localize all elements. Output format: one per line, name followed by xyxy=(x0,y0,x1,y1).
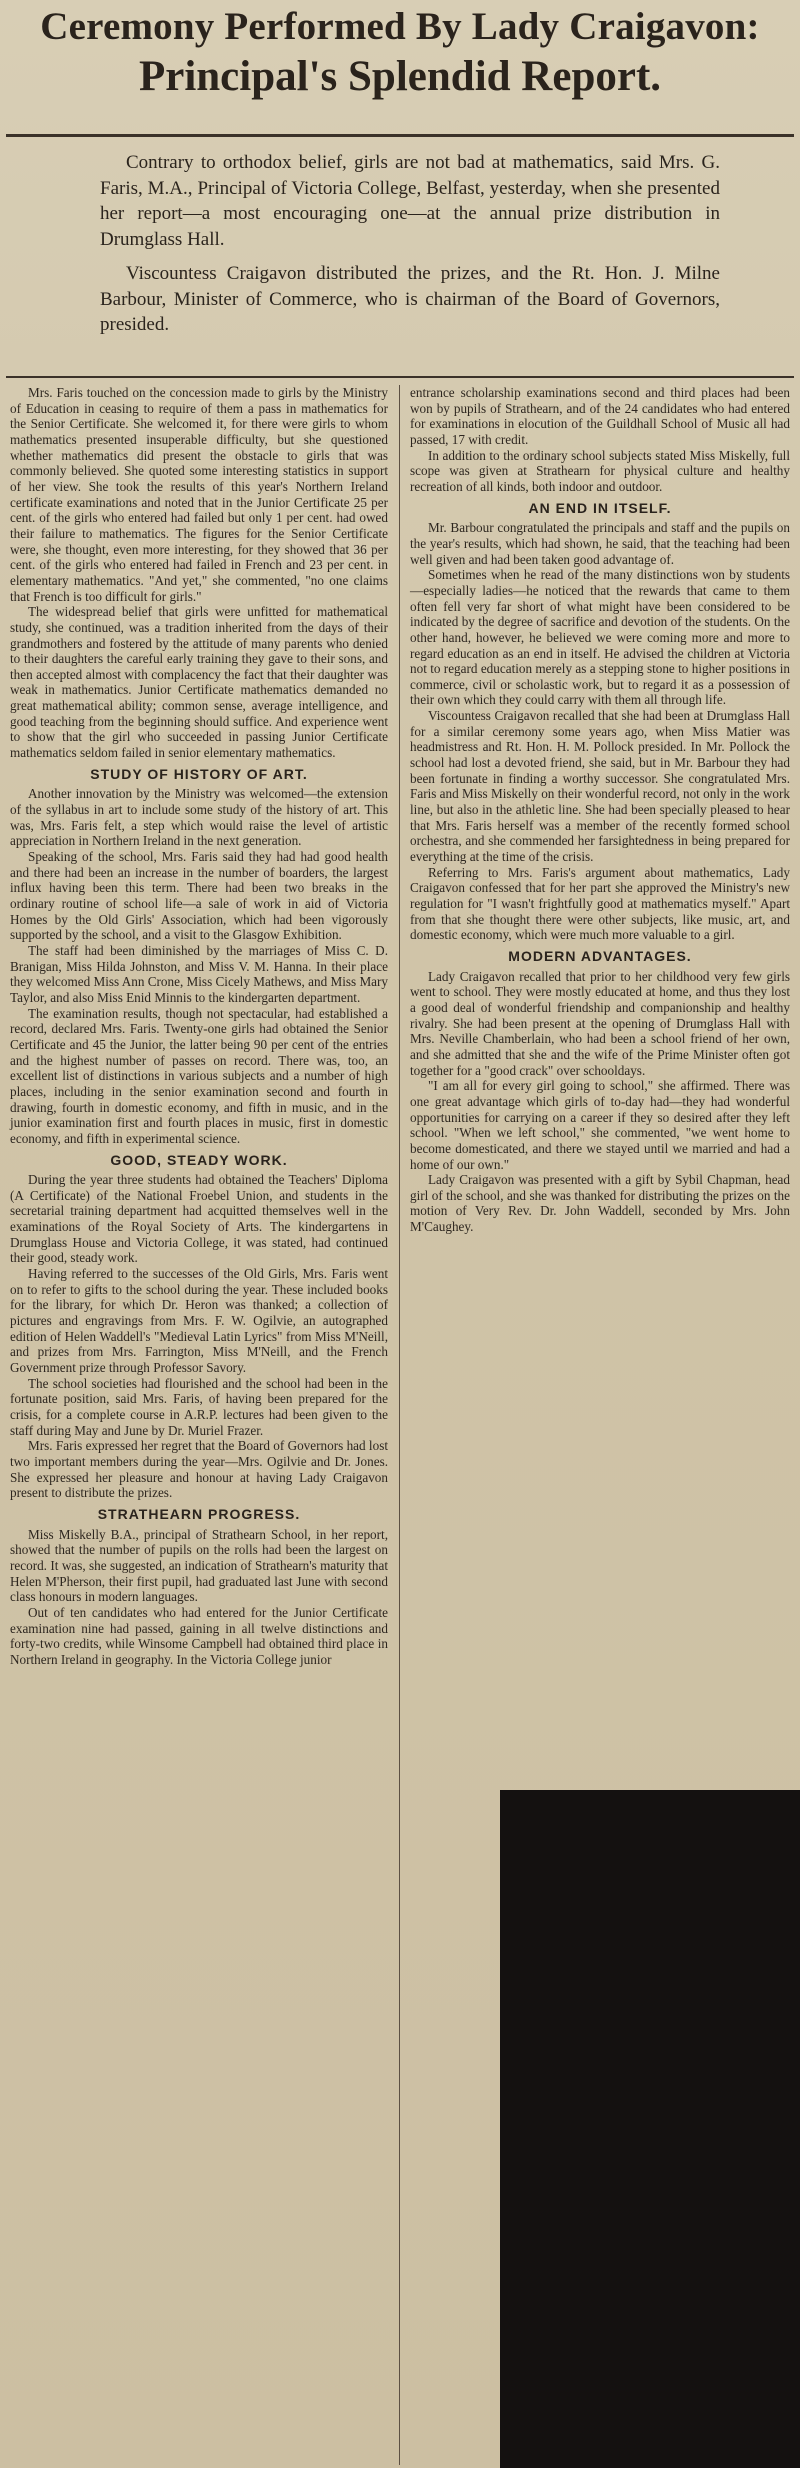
paragraph: Referring to Mrs. Faris's argument about mathematics, Lady Craigavon confessed that for her part she approved the Ministry's new regulation for "I wasn't frightfully good at mathematics myself." Apart from that she thought there were other subjects, like music, art, and domestic economy, which were much more valuable to a girl. xyxy=(410,864,790,943)
paragraph: Sometimes when he read of the many distinctions won by students—especially ladies—he noticed that the rewards that came to them often fell very far short of what might have been considered to be indicated by the degree of sacrifice and devotion of the students. On the other hand, however, he believed we were coming more and more to regard education as an end in itself. He advised the children at Victoria not to regard education merely as a stepping stone to higher positions in commerce, civil or scholastic work, but to regard it as a possession of their own which they could carry with them all through life. xyxy=(410,567,790,708)
column-divider xyxy=(399,385,400,2465)
headline xyxy=(10,6,790,101)
headline-line-1: Ceremony Performed By Lady Craigavon: xyxy=(40,5,760,48)
paragraph: During the year three students had obtained the Teachers' Diploma (A Certificate) of the National Froebel Union, and students in the secretarial training department had acquitted themselves well in the examinations of the Royal Society of Arts. The kindergartens in Drumglass House and Victoria College, it was stated, had continued their good, steady work. xyxy=(10,1172,388,1266)
subheading: MODERN ADVANTAGES. xyxy=(508,947,692,964)
paragraph: The widespread belief that girls were unfitted for mathematical study, she continued, was a tradition inherited from the days of their grandmothers and fostered by the attitude of many parents who denied to their daughters the careful early training they gave to their sons, and then accepted almost with complacency the fact that their daughter was weak in mathematics. Junior Certificate mathematics demanded no great mathematical ability; common sense, average intelligence, and good teaching from the beginning should suffice. And experience went to show that the girl who succeeded in passing Junior Certificate mathematics seldom failed in senior elementary mathematics. xyxy=(10,604,388,761)
intro-paragraph: Contrary to orthodox belief, girls are not bad at mathematics, said Mrs. G. Faris, M.A., Principal of Victoria College, Belfast, yesterday, when she presented her report—a most encouraging one—at the annual prize distribution in Drumglass Hall. xyxy=(100,152,720,250)
subheading: STUDY OF HISTORY OF ART. xyxy=(90,765,308,782)
paragraph: Speaking of the school, Mrs. Faris said they had had good health and there had been an increase in the number of boarders, the largest influx having been this term. There had been two breaks in the ordinary routine of school life—a sale of work in aid of Victoria Homes by the Old Girls' Association, which had been vigorously supported by the school, and a visit to the Glasgow Exhibition. xyxy=(10,849,388,943)
paragraph: The staff had been diminished by the marriages of Miss C. D. Branigan, Miss Hilda Johnston, and Miss V. M. Hanna. In their place they welcomed Miss Ann Crone, Miss Cicely Mathews, and Miss Mary Taylor, and also Miss Enid Minnis to the kindergarten department. xyxy=(10,942,389,1005)
divider-rule xyxy=(6,134,794,137)
paragraph: Mr. Barbour congratulated the principals and staff and the pupils on the year's results, which had shown, he said, that the teaching had been well given and had been taken good advantage of. xyxy=(410,520,790,567)
article-column-right xyxy=(410,385,790,1235)
paragraph: Another innovation by the Ministry was welcomed—the extension of the syllabus in art to include some study of the history of art. This was, Mrs. Faris felt, a step which would raise the level of artistic appreciation in Northern Ireland in the next generation. xyxy=(10,786,388,849)
subheading: GOOD, STEADY WORK. xyxy=(110,1151,288,1168)
intro-block xyxy=(100,150,720,347)
paragraph: The examination results, though not spectacular, had established a record, declared Mrs. Faris. Twenty-one girls had obtained the Senior Certificate and 45 the Junior, the latter being 90 per cent of the entries and the highest number of passes on record. There was, too, an excellent list of distinctions in various subjects and a number of high places, including in the senior examination second and fourth in drawing, fourth in domestic economy, and fifth in music, and in the junior examination first and fourth places in music, first in domestic economy, and fifth in experimental science. xyxy=(10,1005,388,1146)
paragraph: Miss Miskelly B.A., principal of Strathearn School, in her report, showed that the number of pupils on the rolls had been the largest on record. It was, she suggested, an indication of Strathearn's maturity that Helen M'Pherson, their first pupil, had graduated last June with second class honours in modern languages. xyxy=(10,1526,388,1605)
article-column-left xyxy=(10,385,388,1668)
divider-rule xyxy=(6,376,794,378)
paragraph: In addition to the ordinary school subjects stated Miss Miskelly, full scope was given at Strathearn for physical culture and healthy recreation of all kinds, both indoor and outdoor. xyxy=(410,447,790,494)
paragraph: Mrs. Faris touched on the concession made to girls by the Ministry of Education in ceasing to require of them a pass in mathematics for the Senior Certificate. She welcomed it, for there were girls to whom mathematics presented insuperable difficulty, but she questioned whether mathematics did present the obstacle to girls that was commonly believed. She quoted some interesting statistics in support of her view. She took the results of this year's Northern Ireland certificate examinations and noted that in the Junior Certificate 25 per cent. of the girls who entered had failed but only 1 per cent. had owed their failure to mathematics. The figures for the Senior Certificate were, she thought, even more interesting, for they showed that 36 per cent. of the girls who entered had failed in French and 23 per cent. in elementary mathematics. "And yet," she commented, "no one claims that French is too difficult for girls." xyxy=(10,385,388,604)
subheading: STRATHEARN PROGRESS. xyxy=(97,1505,301,1522)
paragraph: Having referred to the successes of the Old Girls, Mrs. Faris went on to refer to gifts to the school during the year. These included books for the library, for which Dr. Heron was thanked; a collection of pictures and engravings from Mrs. F. W. Ogilvie, an autographed edition of Helen Waddell's "Medieval Latin Lyrics" from Miss M'Neill, and prizes from Mrs. Farrington, Miss M'Neill, and the French Government prize through Professor Savory. xyxy=(10,1266,388,1376)
paragraph: entrance scholarship examinations second and third places had been won by pupils of Strathearn, and of the 24 candidates who had entered for examinations in elocution of the Guildhall School of Music all had passed, 17 with credit. xyxy=(410,385,790,447)
paragraph: Lady Craigavon recalled that prior to her childhood very few girls went to school. They were mostly educated at home, and thus they lost a good deal of wonderful friendship and companionship and healthy rivalry. She had been present at the opening of Drumglass Hall with Mrs. Neville Chamberlain, who had been a school friend of her own, and she admitted that she and the wife of the Prime Minister often got together for a "good crack" over schooldays. xyxy=(410,968,790,1078)
dark-backing-area xyxy=(500,1790,800,2468)
paragraph: "I am all for every girl going to school," she affirmed. There was one great advantage which girls of to-day had—they had wonderful opportunities for carrying on a career if they so desired after they left school. "When we left school," she commented, "we went home to become domesticated, and there we stayed until we married and had a home of our own." xyxy=(410,1078,790,1172)
paragraph: Lady Craigavon was presented with a gift by Sybil Chapman, head girl of the school, and she was thanked for distributing the prizes on the motion of Very Rev. Dr. John Waddell, seconded by Mrs. John M'Caughey. xyxy=(410,1172,790,1235)
subheading: AN END IN ITSELF. xyxy=(528,499,672,516)
paragraph: The school societies had flourished and the school had been in the fortunate position, said Mrs. Faris, of having been prepared for the crisis, for a complete course in A.R.P. lectures had been given to the staff during May and June by Dr. Muriel Frazer. xyxy=(10,1375,388,1438)
paragraph: Mrs. Faris expressed her regret that the Board of Governors had lost two important members during the year—Mrs. Ogilvie and Dr. Jones. She expressed her pleasure and honour at having Lady Craigavon present to distribute the prizes. xyxy=(10,1438,388,1501)
intro-paragraph: Viscountess Craigavon distributed the prizes, and the Rt. Hon. J. Milne Barbour, Minister of Commerce, who is chairman of the Board of Governors, presided. xyxy=(100,263,720,335)
paragraph: Out of ten candidates who had entered for the Junior Certificate examination nine had passed, gaining in all twelve distinctions and forty-two credits, while Winsome Campbell had obtained third place in Northern Ireland in geography. In the Victoria College junior xyxy=(10,1604,388,1667)
paragraph: Viscountess Craigavon recalled that she had been at Drumglass Hall for a similar ceremony some years ago, when Miss Matier was headmistress and Rt. Hon. H. M. Pollock presided. In Mr. Pollock the school had lost a devoted friend, she said, but in Mr. Barbour they had been fortunate in finding a worthy successor. She congratulated Mrs. Faris and Miss Miskelly on their wonderful record, not only in the work line, but also in the athletic line. She had been specially pleased to hear that Mrs. Faris herself was a member of the recently formed school orchestra, and she commended her farsightedness in being prepared for everything at the time of the crisis. xyxy=(410,708,790,865)
headline-line-2: Principal's Splendid Report. xyxy=(138,53,662,101)
